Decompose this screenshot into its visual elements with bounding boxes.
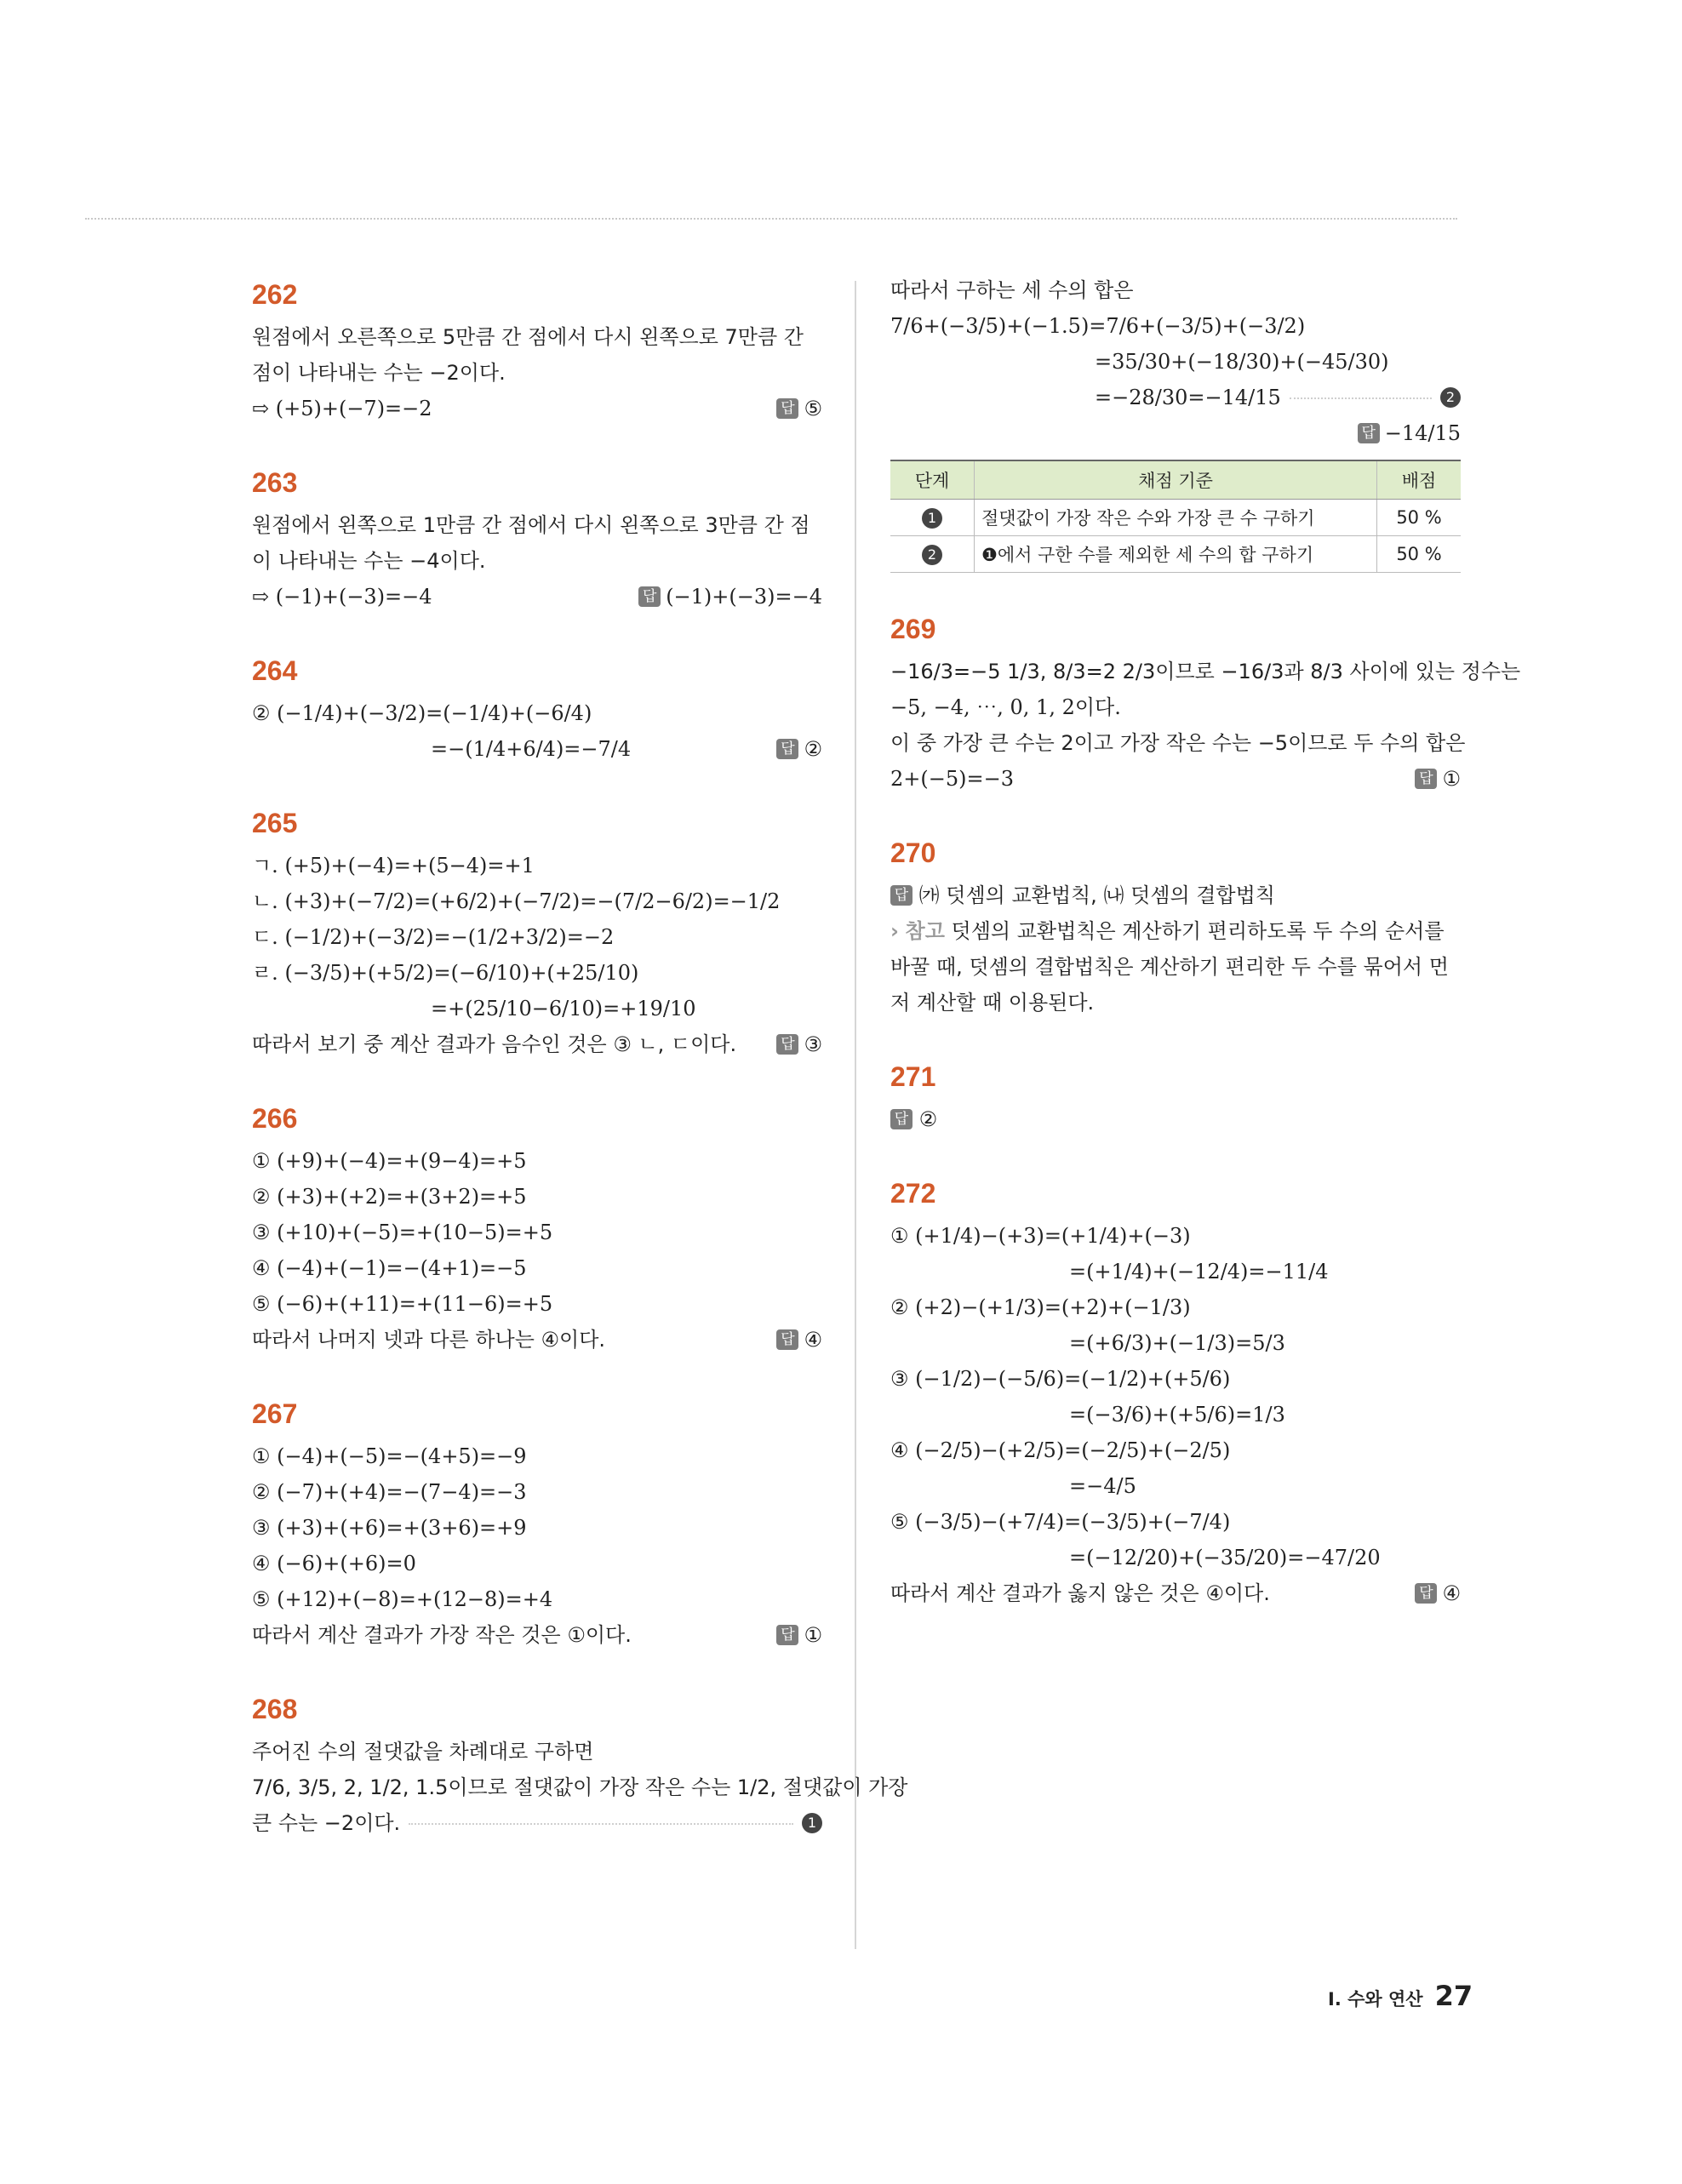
table-cell: 50 % [1377, 500, 1462, 536]
problem-263 [252, 467, 822, 615]
table-row [890, 500, 1461, 536]
equation-line: =+(25/10−6/10)=+19/10 [431, 997, 696, 1021]
note-label: 참고 [905, 919, 945, 943]
equation-line: ⑤ (−6)+(+11)=+(11−6)=+5 [252, 1292, 553, 1316]
equation-line: ③ (+10)+(−5)=+(10−5)=+5 [252, 1221, 553, 1244]
equation-line: ④ (−2/5)−(+2/5)=(−2/5)+(−2/5) [890, 1438, 1231, 1462]
answer-value: ① [804, 1623, 822, 1647]
problem-number: 265 [252, 808, 298, 838]
equation-line: ⑤ (+12)+(−8)=+(12−8)=+4 [252, 1587, 553, 1611]
answer-tag: 답 [890, 1109, 913, 1129]
answer-tag: 답 [776, 1625, 798, 1645]
problem-265 [252, 808, 822, 1062]
problem-number: 262 [252, 279, 298, 310]
table-row [890, 536, 1461, 573]
equation-line: ㄷ. (−1/2)+(−3/2)=−(1/2+3/2)=−2 [252, 925, 615, 949]
explanation-text: −16/3=−5 1/3, 8/3=2 2/3이므로 −16/3과 8/3 사이에 있는 정수는 [890, 660, 1521, 683]
problem-267 [252, 1398, 822, 1653]
answer-tag: 답 [776, 739, 798, 759]
table-cell [890, 500, 975, 536]
problem-266 [252, 1103, 822, 1358]
explanation-text: 원점에서 왼쪽으로 1만큼 간 점에서 다시 왼쪽으로 3만큼 간 점이 나타내는 수는 −4이다. [252, 513, 810, 573]
explanation-text: 큰 수는 −2이다. [252, 1811, 401, 1835]
table-header: 채점 기준 [975, 460, 1377, 500]
equation-line: ③ (+3)+(+6)=+(3+6)=+9 [252, 1516, 527, 1540]
equation-line: =−28/30=−14/15 [1095, 386, 1281, 409]
answer-value: (−1)+(−3)=−4 [666, 585, 822, 609]
equation-line: ① (−4)+(−5)=−(4+5)=−9 [252, 1444, 527, 1468]
chapter-title: I. 수와 연산 [1328, 1989, 1423, 2010]
equation-line: ⑤ (−3/5)−(+7/4)=(−3/5)+(−7/4) [890, 1510, 1231, 1534]
answer-tag: 답 [1415, 769, 1437, 789]
step-marker: 1 [922, 508, 942, 529]
equation-line: =(+6/3)+(−1/3)=5/3 [1069, 1331, 1285, 1355]
problem-269 [890, 614, 1521, 797]
step-marker: 2 [1440, 387, 1461, 408]
problem-number: 267 [252, 1398, 298, 1429]
table-cell: 50 % [1377, 536, 1462, 573]
equation: ⇨ (+5)+(−7)=−2 [252, 397, 432, 420]
problem-number: 263 [252, 467, 298, 498]
problem-268 [252, 1694, 908, 1841]
equation-line: =(−12/20)+(−35/20)=−47/20 [1069, 1546, 1381, 1569]
conclusion-text: 따라서 계산 결과가 가장 작은 것은 ①이다. [252, 1623, 632, 1647]
equation-line: ② (−1/4)+(−3/2)=(−1/4)+(−6/4) [252, 701, 592, 725]
answer-value: ③ [804, 1032, 822, 1056]
answer [1358, 415, 1461, 451]
page-footer [1328, 1980, 1473, 2012]
equation: ⇨ (−1)+(−3)=−4 [252, 585, 432, 609]
dotted-leader [409, 1822, 793, 1825]
answer-tag: 답 [1415, 1583, 1437, 1604]
answer-value: ② [804, 737, 822, 761]
answer-tag: 답 [776, 1034, 798, 1055]
left-column [252, 272, 908, 1882]
problem-264 [252, 655, 822, 767]
equation-line: ① (+1/4)−(+3)=(+1/4)+(−3) [890, 1224, 1191, 1248]
problem-number: 266 [252, 1103, 298, 1134]
top-dotted-rule [85, 218, 1457, 220]
answer [776, 1026, 822, 1062]
equation-line: =(−3/6)+(+5/6)=1/3 [1069, 1403, 1285, 1426]
problem-number: 272 [890, 1178, 936, 1209]
answer [638, 579, 822, 615]
equation: 2+(−5)=−3 [890, 767, 1014, 791]
answer-tag: 답 [776, 1329, 798, 1350]
equation-line: ④ (−6)+(+6)=0 [252, 1552, 416, 1575]
problem-271 [890, 1061, 1461, 1137]
table-cell [890, 536, 975, 573]
equation-line: ㄹ. (−3/5)+(+5/2)=(−6/10)+(+25/10) [252, 961, 639, 985]
conclusion-text: 따라서 나머지 넷과 다른 하나는 ④이다. [252, 1328, 606, 1352]
problem-272 [890, 1178, 1461, 1611]
equation-line: =−4/5 [1069, 1474, 1136, 1498]
table-cell: 절댓값이 가장 작은 수와 가장 큰 수 구하기 [975, 500, 1377, 536]
equation-line: ㄴ. (+3)+(−7/2)=(+6/2)+(−7/2)=−(7/2−6/2)=−1/2 [252, 889, 781, 913]
equation-line: ③ (−1/2)−(−5/6)=(−1/2)+(+5/6) [890, 1367, 1231, 1391]
equation-line: ② (−7)+(+4)=−(7−4)=−3 [252, 1480, 527, 1504]
answer [776, 731, 822, 767]
column-divider [855, 281, 856, 1949]
problem-number: 270 [890, 838, 936, 868]
answer [776, 391, 822, 426]
answer-value: ㈎ 덧셈의 교환법칙, ㈏ 덧셈의 결합법칙 [918, 883, 1275, 907]
problem-268-continued [890, 272, 1461, 573]
equation-line: ㄱ. (+5)+(−4)=+(5−4)=+1 [252, 854, 535, 878]
dotted-leader [1290, 397, 1432, 399]
equation-line: =35/30+(−18/30)+(−45/30) [1095, 350, 1389, 374]
explanation-text: −5, −4, ⋯, 0, 1, 2이다. [890, 695, 1121, 719]
note-chevron-icon: › [890, 919, 899, 943]
problem-270 [890, 838, 1461, 1021]
right-column [890, 272, 1521, 1652]
equation-line: ④ (−4)+(−1)=−(4+1)=−5 [252, 1256, 527, 1280]
conclusion-text: 따라서 보기 중 계산 결과가 음수인 것은 ③ ㄴ, ㄷ이다. [252, 1032, 737, 1056]
note-text: 덧셈의 교환법칙은 계산하기 편리하도록 두 수의 순서를 바꿀 때, 덧셈의 결합법칙은 계산하기 편리한 두 수를 묶어서 먼저 계산할 때 이용된다. [890, 919, 1449, 1015]
page-number: 27 [1434, 1980, 1473, 2012]
answer-tag: 답 [776, 398, 798, 419]
answer [1415, 1575, 1461, 1611]
answer-tag: 답 [890, 885, 913, 906]
explanation-text: 이 중 가장 큰 수는 2이고 가장 작은 수는 −5이므로 두 수의 합은 [890, 731, 1466, 755]
problem-number: 268 [252, 1694, 298, 1724]
answer-value: ④ [1442, 1581, 1461, 1605]
explanation-text: 주어진 수의 절댓값을 차례대로 구하면 [252, 1740, 594, 1764]
equation-line: ① (+9)+(−4)=+(9−4)=+5 [252, 1149, 527, 1173]
note [890, 913, 1461, 1021]
answer-value: ④ [804, 1328, 822, 1352]
answer-value: ① [1442, 767, 1461, 791]
answer-value: ⑤ [804, 397, 822, 420]
conclusion-text: 따라서 계산 결과가 옳지 않은 것은 ④이다. [890, 1581, 1270, 1605]
problem-number: 269 [890, 614, 936, 644]
explanation-text: 7/6, 3/5, 2, 1/2, 1.5이므로 절댓값이 가장 작은 수는 1/2, 절댓값이 가장 [252, 1775, 908, 1799]
explanation-text: 원점에서 오른쪽으로 5만큼 간 점에서 다시 왼쪽으로 7만큼 간 점이 나타내는 수는 −2이다. [252, 325, 804, 385]
answer [776, 1322, 822, 1358]
grading-table [890, 460, 1461, 573]
equation-line: =−(1/4+6/4)=−7/4 [431, 737, 632, 761]
equation-line: 7/6+(−3/5)+(−1.5)=7/6+(−3/5)+(−3/2) [890, 314, 1306, 338]
explanation-text: 따라서 구하는 세 수의 합은 [890, 278, 1134, 302]
table-header: 단계 [890, 460, 975, 500]
answer-value: ② [918, 1107, 938, 1131]
answer-value: −14/15 [1384, 421, 1461, 445]
equation-line: =(+1/4)+(−12/4)=−11/4 [1069, 1260, 1329, 1284]
problem-number: 264 [252, 655, 298, 686]
table-header-row [890, 460, 1461, 500]
table-cell: ❶에서 구한 수를 제외한 세 수의 합 구하기 [975, 536, 1377, 573]
answer-tag: 답 [1358, 423, 1380, 443]
answer [776, 1617, 822, 1653]
answer-tag: 답 [638, 586, 661, 607]
answer [1415, 761, 1461, 797]
problem-number: 271 [890, 1061, 936, 1092]
step-marker: 2 [922, 545, 942, 565]
equation-line: ② (+3)+(+2)=+(3+2)=+5 [252, 1185, 527, 1209]
problem-262 [252, 279, 822, 426]
table-header: 배점 [1377, 460, 1462, 500]
step-marker: 1 [802, 1813, 822, 1833]
equation-line: ② (+2)−(+1/3)=(+2)+(−1/3) [890, 1295, 1191, 1319]
